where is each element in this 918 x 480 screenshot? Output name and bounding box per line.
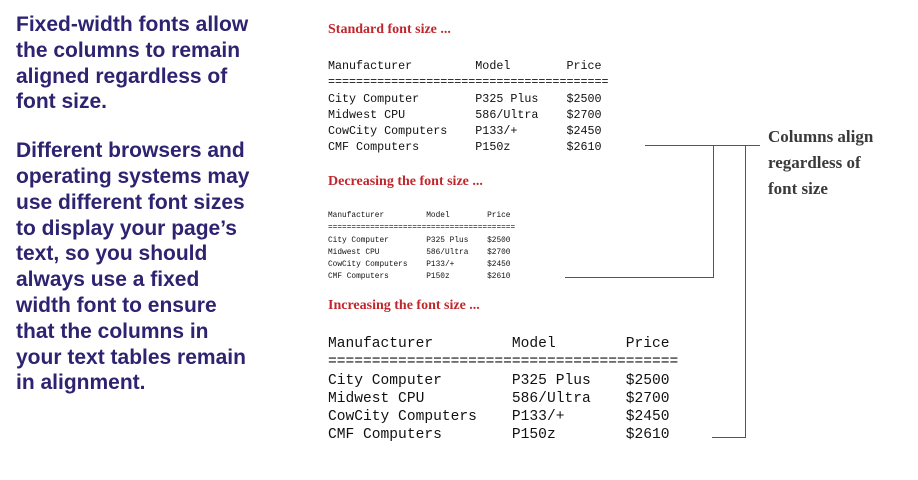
standard-heading: Standard font size ... [328,22,451,37]
callout-line-1: Columns align [768,127,874,146]
connector-increasing-vertical [745,145,746,438]
increasing-table: Manufacturer Model Price ======================================== City Computer P325 Plus $2500 Midwest CPU 586/Ultra $2700 CowCity Computers P133/+ $2450 CMF Computers P150z $2610 [328,336,679,444]
decreasing-heading: Decreasing the font size ... [328,174,483,189]
connector-decreasing-vertical [713,145,714,278]
callout-line-3: font size [768,179,828,198]
standard-table: Manufacturer Model Price ======================================== City Computer P325 Plus $2500 Midwest CPU 586/Ultra $2700 CowCity Computers P133/+ $2450 CMF Computers P150z $2610 [328,59,609,155]
connector-increasing [712,437,746,438]
callout-columns-align [768,124,918,202]
decreasing-table: Manufacturer Model Price ======================================== City Computer P325 Plus $2500 Midwest CPU 586/Ultra $2700 CowCity Computers P133/+ $2450 CMF Computers P150z $2610 [328,212,516,282]
increasing-heading: Increasing the font size ... [328,298,480,313]
explanation-text [16,12,256,396]
explanation-paragraph-2: Different browsers and operating systems may use different font sizes to display your page’s text, so you should always use a fixed width font to ensure that the columns in your text tables remain in alignment. [16,139,250,395]
callout-line-2: regardless of [768,153,861,172]
connector-decreasing [565,277,714,278]
connector-standard [645,145,760,146]
explanation-paragraph-1: Fixed-width fonts allow the columns to remain aligned regardless of font size. [16,13,249,114]
